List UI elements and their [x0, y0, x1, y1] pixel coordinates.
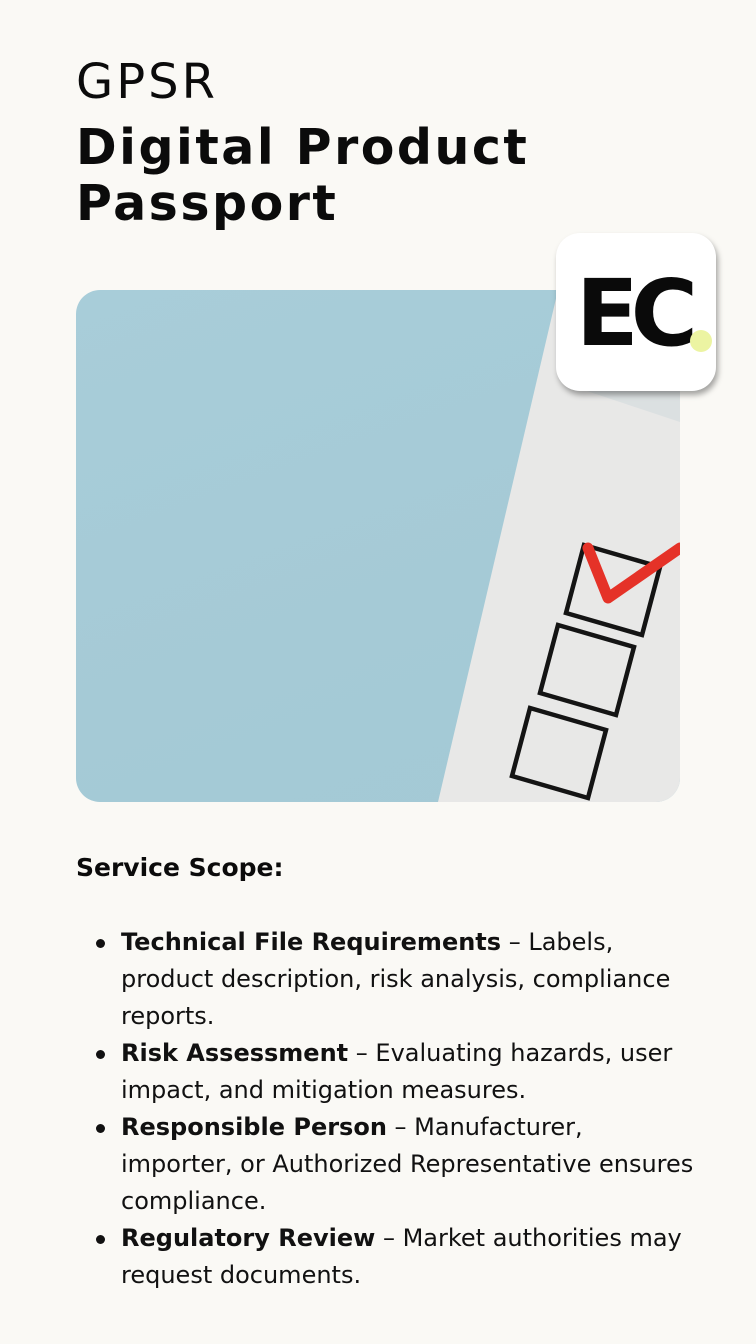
logo-dot-icon: [690, 330, 712, 352]
bullet-icon: [96, 1235, 105, 1244]
page-kicker: GPSR: [76, 54, 218, 110]
item-text: – Evaluating hazards, user impact, and mitigation measures.: [121, 1039, 673, 1104]
list-item: [76, 1035, 696, 1109]
list-item: [76, 1220, 696, 1294]
item-text: – Labels, product description, risk analysis, compliance reports.: [121, 928, 671, 1030]
list-item: [76, 1109, 696, 1220]
title-area: [76, 54, 530, 232]
scope-list: [76, 924, 696, 1294]
list-item: [76, 924, 696, 1035]
bullet-icon: [96, 939, 105, 948]
item-title: Responsible Person: [121, 1113, 387, 1141]
bullet-icon: [96, 1050, 105, 1059]
page-title-line-2: Passport: [76, 175, 339, 232]
page-title: [76, 120, 529, 232]
scope-heading: Service Scope:: [76, 853, 284, 882]
ec-logo: [556, 233, 716, 391]
logo-text: EC: [575, 260, 691, 367]
item-title: Regulatory Review: [121, 1224, 376, 1252]
item-title: Technical File Requirements: [121, 928, 502, 956]
item-text: – Manufacturer, importer, or Authorized Representative ensures compliance.: [121, 1113, 694, 1215]
bullet-icon: [96, 1124, 105, 1133]
item-text: – Market authorities may request documents.: [121, 1224, 682, 1289]
page-title-line-1: Digital Product: [76, 119, 530, 176]
item-title: Risk Assessment: [121, 1039, 349, 1067]
